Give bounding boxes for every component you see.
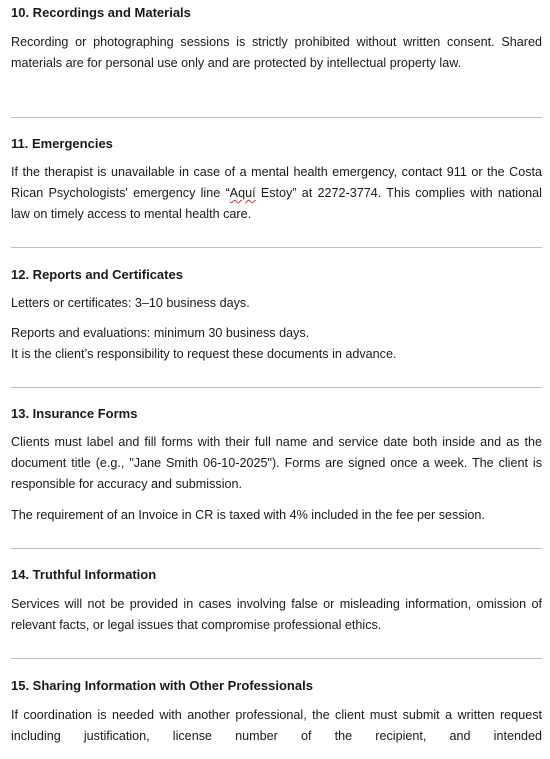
section-insurance-body — [11, 432, 542, 495]
section-heading: 13. Insurance Forms — [11, 406, 138, 421]
paragraph: Reports and evaluations: minimum 30 business days. — [11, 326, 310, 340]
paragraph: Letters or certificates: 3–10 business days. — [11, 296, 250, 310]
section-emergencies — [11, 135, 542, 152]
section-insurance-body-2 — [11, 505, 542, 526]
section-divider — [11, 658, 542, 659]
section-reports — [11, 266, 542, 283]
section-reports-body — [11, 293, 542, 314]
text-run: Estoy” at 2272-3774. This complies with national law on timely access to mental health care. — [11, 186, 542, 221]
paragraph: Recording or photographing sessions is strictly prohibited without written consent. Shared materials are for personal use only and are protected by intellectual property law. — [11, 35, 542, 70]
section-heading: 14. Truthful Information — [11, 567, 157, 582]
section-divider — [11, 387, 542, 388]
section-sharing-body — [11, 705, 542, 747]
section-sharing — [11, 677, 542, 694]
section-heading: 15. Sharing Information with Other Professionals — [11, 678, 313, 693]
spellcheck-flagged-word[interactable]: Aquí — [229, 186, 256, 200]
section-divider — [11, 117, 542, 118]
paragraph — [11, 162, 542, 225]
section-heading: 10. Recordings and Materials — [11, 5, 191, 20]
paragraph: Services will not be provided in cases involving false or misleading information, omission of relevant facts, or legal issues that compromise professional ethics. — [11, 597, 542, 632]
section-reports-body-2 — [11, 323, 542, 365]
paragraph: If coordination is needed with another professional, the client must submit a written request including justification, license number of the recipient, and intended — [11, 708, 542, 743]
section-divider — [11, 548, 542, 549]
section-recordings — [11, 4, 542, 21]
paragraph: It is the client’s responsibility to request these documents in advance. — [11, 347, 397, 361]
section-emergencies-body — [11, 162, 542, 225]
section-recordings-body — [11, 32, 542, 74]
section-truthful-body — [11, 594, 542, 636]
section-insurance — [11, 405, 542, 422]
paragraph: Clients must label and fill forms with their full name and service date both inside and as the document title (e.g., "Jane Smith 06-10-2025"). Forms are signed once a week. The client is responsible for accuracy and submission. — [11, 435, 542, 491]
section-heading: 11. Emergencies — [11, 136, 113, 151]
section-heading: 12. Reports and Certificates — [11, 267, 183, 282]
paragraph: The requirement of an Invoice in CR is taxed with 4% included in the fee per session. — [11, 508, 485, 522]
text-run: If the therapist is unavailable in case of a mental health emergency, contact 911 or the Costa Rican Psychologists' emergency line “ — [11, 165, 542, 200]
section-divider — [11, 247, 542, 248]
section-truthful — [11, 566, 542, 583]
